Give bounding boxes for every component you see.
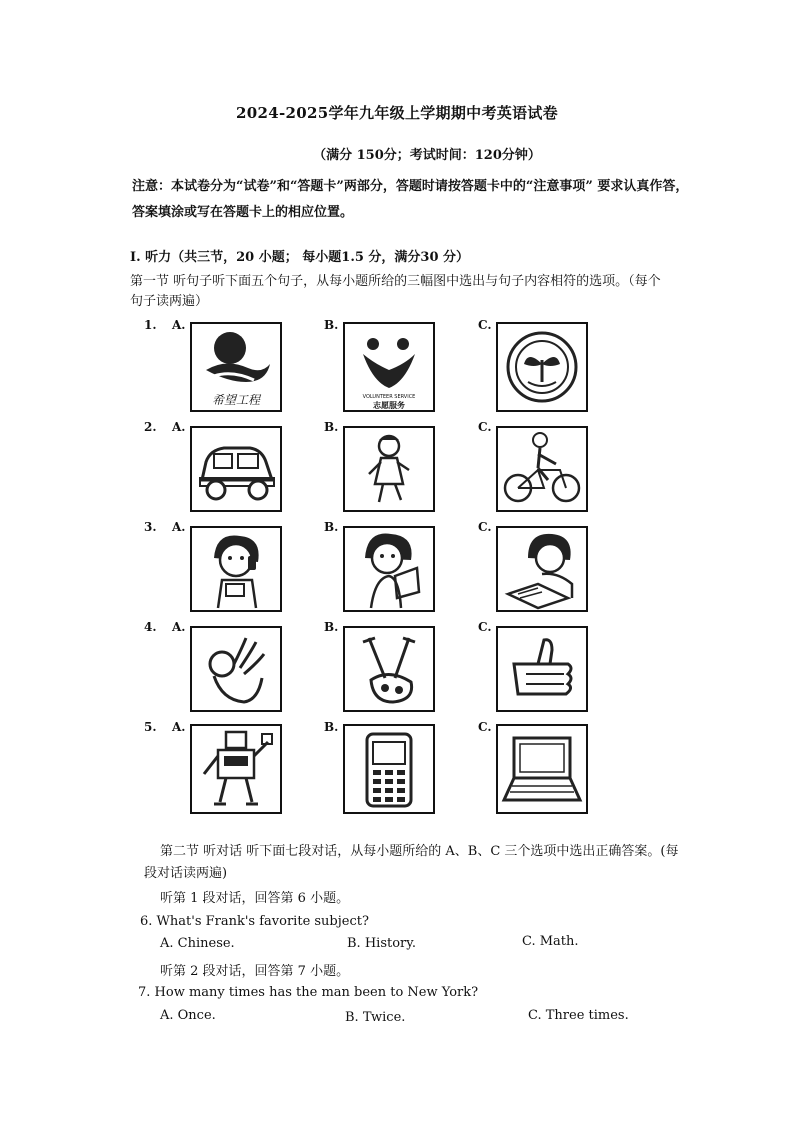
q7-choice-c[interactable]: C. Three times. [528,1008,629,1023]
exam-subtitle: （满分 150分；考试时间：120分钟） [313,148,541,163]
part1-line-2: 句子读两遍） [130,294,209,309]
volunteer-service-logo-image[interactable] [343,322,435,412]
robot-image[interactable] [190,724,282,814]
volunteer-heart-icon [345,324,433,410]
option-label-c: C. [478,520,492,534]
q7-choice-b[interactable]: B. Twice. [345,1010,406,1025]
walking-girl-image[interactable] [343,426,435,512]
notice-line-2: 答案填涂或写在答题卡上的相应位置。 [132,205,354,220]
volunteer-caption-en: VOLUNTEER SERVICE [362,394,416,400]
option-label-b: B. [324,318,339,332]
option-label-b: B. [324,720,339,734]
section-heading: I. 听力（共三节，20 小题； 每小题1.5 分，满分30 分） [130,250,470,265]
car-icon [192,428,280,510]
victory-hand-image[interactable] [343,626,435,712]
walking-girl-icon [345,428,433,510]
option-label-c: C. [478,318,492,332]
volunteer-caption-zh: 志愿服务 [373,401,405,410]
ok-hand-icon [192,628,280,710]
girl-writing-icon [498,528,586,610]
project-hope-logo-icon [192,324,280,410]
part2-line-2: 段对话读两遍) [144,866,228,881]
thumbs-up-image[interactable] [496,626,588,712]
thumbs-up-icon [498,628,586,710]
leaf-globe-icon [498,324,586,410]
girl-writing-image[interactable] [496,526,588,612]
exam-title: 2024-2025学年九年级上学期期中考英语试卷 [236,104,558,122]
part1-instructions [130,272,770,312]
question-number: 2. [144,420,157,434]
option-label-c: C. [478,420,492,434]
dialog-2-intro: 听第 2 段对话，回答第 7 小题。 [160,964,350,979]
option-label-a: A. [172,420,186,434]
project-hope-caption: 希望工程 [211,393,261,407]
dialog-1-intro: 听第 1 段对话，回答第 6 小题。 [160,891,350,906]
option-label-b: B. [324,520,339,534]
option-label-a: A. [172,318,186,332]
option-label-a: A. [172,620,186,634]
question-number: 4. [144,620,157,634]
question-number: 3. [144,520,157,534]
robot-icon [192,726,280,812]
girl-phone-icon [192,528,280,610]
question-6: 6. What's Frank's favorite subject? [140,914,369,929]
part2-instructions [144,841,770,885]
part1-line-1: 第一节 听句子听下面五个句子，从每小题所给的三幅图中选出与句子内容相符的选项。（每个 [130,274,661,289]
girl-reading-image[interactable] [343,526,435,612]
mobile-phone-image[interactable] [343,724,435,814]
question-7: 7. How many times has the man been to New York? [138,985,479,1000]
laptop-image[interactable] [496,724,588,814]
q6-choice-c[interactable]: C. Math. [522,934,579,949]
notice-line-1: 注意：本试卷分为“试卷”和“答题卡”两部分，答题时请按答题卡中的“注意事项” 要求认真作答， [132,179,689,194]
option-label-a: A. [172,520,186,534]
question-number: 1. [144,318,157,332]
option-label-c: C. [478,720,492,734]
girl-on-phone-image[interactable] [190,526,282,612]
question-number: 5. [144,720,157,734]
option-label-b: B. [324,620,339,634]
q7-choice-a[interactable]: A. Once. [160,1008,216,1023]
option-label-b: B. [324,420,339,434]
mobile-phone-icon [345,726,433,812]
exam-notice [132,174,762,226]
part2-line-1: 第二节 听对话 听下面七段对话，从每小题所给的 A、B、C 三个选项中选出正确答案。(每 [160,844,679,859]
option-label-a: A. [172,720,186,734]
laptop-icon [498,726,586,812]
victory-hand-icon [345,628,433,710]
cyclist-image[interactable] [496,426,588,512]
ok-hand-image[interactable] [190,626,282,712]
option-label-c: C. [478,620,492,634]
car-image[interactable] [190,426,282,512]
environment-logo-image[interactable] [496,322,588,412]
girl-book-icon [345,528,433,610]
q6-choice-a[interactable]: A. Chinese. [160,936,235,951]
project-hope-logo-image[interactable] [190,322,282,412]
bicycle-icon [498,428,586,510]
q6-choice-b[interactable]: B. History. [347,936,416,951]
